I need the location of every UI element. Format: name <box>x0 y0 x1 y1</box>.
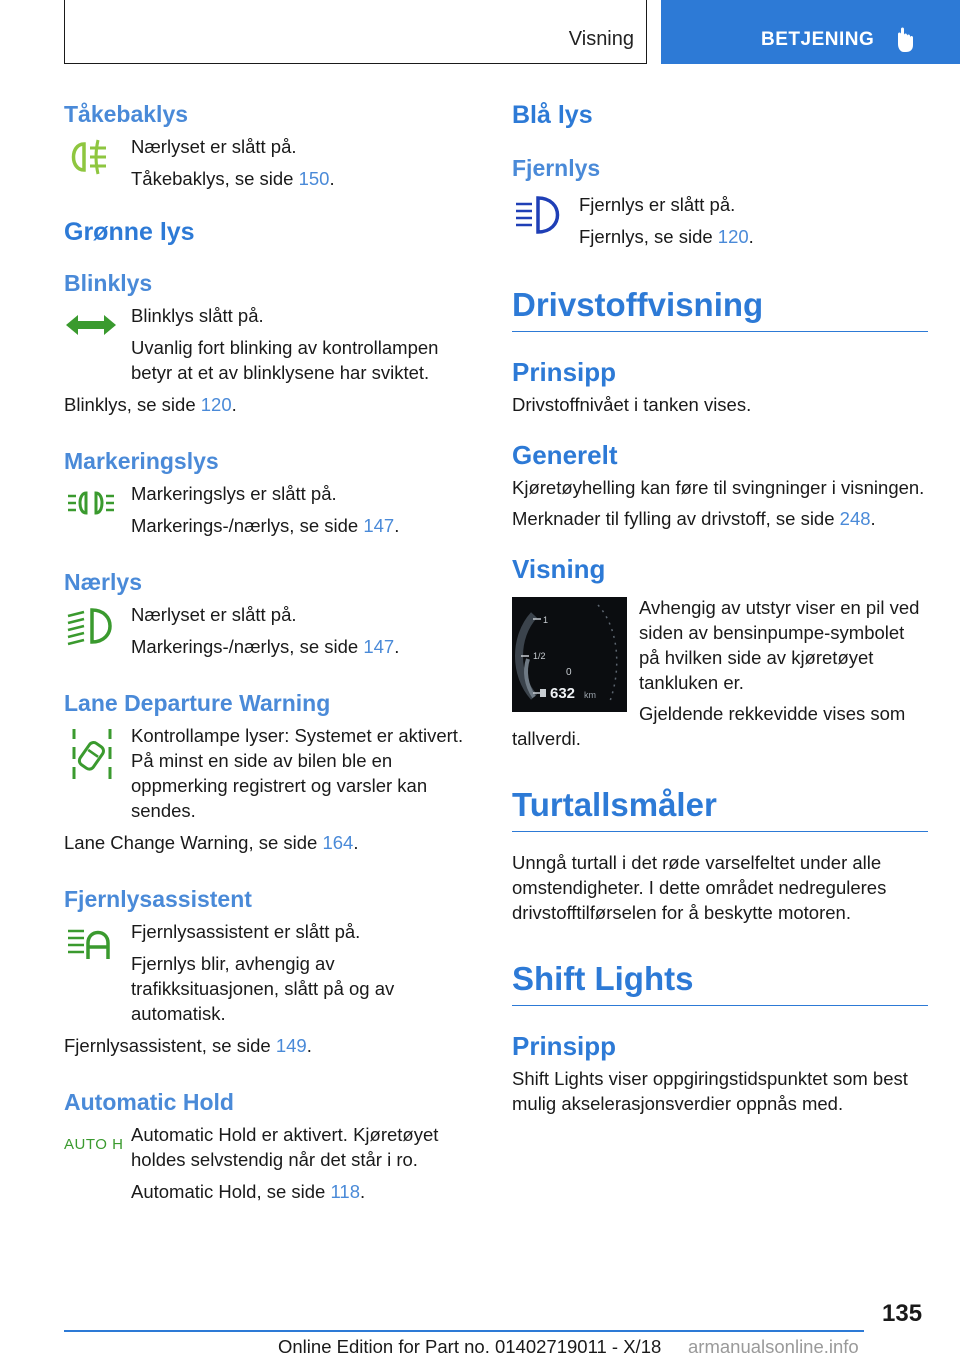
low-beam-text-1: Nærlyset er slått på. <box>131 604 297 625</box>
high-beam-assist-text-2: Fjernlys blir, avhengig av trafikksituasjonen, slått på og av automatisk. <box>131 953 395 1024</box>
high-beam-section <box>512 154 928 249</box>
high-beam-page-link[interactable]: 120 <box>717 226 749 247</box>
high-beam-icon <box>512 194 566 238</box>
automatic-hold-text-2: Automatic Hold, se side 118. <box>131 1181 366 1202</box>
high-beam-assist-title: Fjernlysassistent <box>64 886 252 912</box>
high-beam-text-1: Fjernlys er slått på. <box>579 194 736 215</box>
high-beam-assist-page-link[interactable]: 149 <box>275 1035 307 1056</box>
high-beam-text-2: Fjernlys, se side 120. <box>579 226 754 247</box>
lane-departure-section <box>64 689 484 855</box>
automatic-hold-text-1: Automatic Hold er aktivert. Kjøretøyet holdes selvstendig når det står i ro. <box>131 1124 439 1170</box>
turn-signal-ref: Blinklys, se side 120. <box>64 394 237 415</box>
edition-text: Online Edition for Part no. 01402719011 - X/18 <box>278 1336 662 1357</box>
high-beam-assist-icon <box>64 921 118 965</box>
page-number: 135 <box>882 1300 923 1327</box>
tachometer-text: Unngå turtall i det røde varselfeltet under alle omstendigheter. I dette området nedreguleres drivstofftilførselen for å beskytte motoren. <box>512 852 887 923</box>
fog-light-page-link[interactable]: 150 <box>298 168 330 189</box>
gauge-tick-empty: 0 <box>566 667 572 678</box>
footer-divider <box>64 1330 864 1332</box>
fuel-refuel-page-link[interactable]: 248 <box>839 508 871 529</box>
side-light-text-1: Markeringslys er slått på. <box>131 483 337 504</box>
turn-signal-text-1: Blinklys slått på. <box>131 305 264 326</box>
fog-light-text-2: Tåkebaklys, se side 150. <box>131 168 335 189</box>
header-section-box <box>64 0 647 64</box>
side-light-icon <box>64 483 118 523</box>
fuel-principle-text: Drivstoffnivået i tanken vises. <box>512 394 752 415</box>
side-light-page-link[interactable]: 147 <box>363 515 395 536</box>
turn-signal-section <box>64 269 484 417</box>
turn-signal-icon <box>64 305 118 345</box>
side-light-title: Markeringslys <box>64 448 219 474</box>
shift-lights-title: Shift Lights <box>512 959 928 1006</box>
rear-fog-light-icon <box>64 136 118 178</box>
header-chapter-tab[interactable] <box>661 0 960 64</box>
side-light-section <box>64 447 484 538</box>
turn-signal-title: Blinklys <box>64 270 153 296</box>
low-beam-section <box>64 568 484 659</box>
low-beam-text-2: Markerings-/nærlys, se side 147. <box>131 636 400 657</box>
header-chapter-label: BETJENING <box>761 29 875 50</box>
fog-light-title: Tåkebaklys <box>64 101 189 127</box>
gauge-tick-half: 1/2 <box>533 651 546 661</box>
high-beam-title: Fjernlys <box>512 155 601 181</box>
gauge-range-value: 632 <box>550 685 576 702</box>
fuel-general-title: Generelt <box>512 440 618 470</box>
lane-change-page-link[interactable]: 164 <box>322 832 354 853</box>
lane-departure-ref: Lane Change Warning, se side 164. <box>64 832 359 853</box>
fuel-display-text-2: Gjeldende rekkevidde vises som tallverdi. <box>512 703 906 749</box>
low-beam-page-link[interactable]: 147 <box>363 636 395 657</box>
blue-lights-title: Blå lys <box>512 101 593 129</box>
fuel-general-text-1: Kjøretøyhelling kan føre til svingninger i visningen. <box>512 477 925 498</box>
auto-hold-icon: AUTO H <box>64 1136 124 1153</box>
shift-lights-principle-text: Shift Lights viser oppgiringstidspunktet som best mulig akselerasjonsverdier oppnås med. <box>512 1068 908 1114</box>
watermark-text: armanualsonline.info <box>688 1336 859 1357</box>
lane-departure-text-1: Kontrollampe lyser: Systemet er aktivert. På minst en side av bilen ble en oppmerking registrert og varsler kan sendes. <box>131 725 464 821</box>
hand-pointer-icon <box>894 26 918 54</box>
gauge-tick-full: 1 <box>543 615 549 625</box>
turn-signal-text-2: Uvanlig fort blinking av kontrollampen betyr at et av blinklysene har sviktet. <box>131 337 439 383</box>
high-beam-assist-section <box>64 885 484 1058</box>
green-lights-title: Grønne lys <box>64 218 195 246</box>
low-beam-icon <box>64 604 118 648</box>
left-column <box>64 100 484 1211</box>
shift-lights-principle-title: Prinsipp <box>512 1031 617 1061</box>
automatic-hold-section <box>64 1088 484 1204</box>
high-beam-assist-text-1: Fjernlysassistent er slått på. <box>131 921 361 942</box>
fuel-principle-title: Prinsipp <box>512 357 617 387</box>
fuel-gauge-section <box>512 285 928 751</box>
fog-light-text-1: Nærlyset er slått på. <box>131 136 297 157</box>
shift-lights-section <box>512 959 928 1116</box>
lane-departure-icon <box>64 725 118 785</box>
right-column <box>512 100 928 1122</box>
lane-departure-title: Lane Departure Warning <box>64 690 331 716</box>
turn-signal-page-link[interactable]: 120 <box>200 394 232 415</box>
fog-light-section <box>64 100 484 191</box>
side-light-text-2: Markerings-/nærlys, se side 147. <box>131 515 400 536</box>
gauge-range-unit: km <box>584 690 596 700</box>
high-beam-assist-ref: Fjernlysassistent, se side 149. <box>64 1035 312 1056</box>
fuel-gauge-image <box>512 597 627 712</box>
automatic-hold-page-link[interactable]: 118 <box>330 1181 360 1202</box>
tachometer-section <box>512 785 928 925</box>
fuel-display-text-1: Avhengig av utstyr viser en pil ved siden av bensinpumpe-symbolet på hvilken side av kjøretøyet tankluken er. <box>639 597 920 693</box>
header-section-label: Visning <box>568 28 634 50</box>
fuel-gauge-title: Drivstoffvisning <box>512 285 928 332</box>
automatic-hold-title: Automatic Hold <box>64 1089 234 1115</box>
tachometer-title: Turtallsmåler <box>512 785 928 832</box>
fuel-display-title: Visning <box>512 554 606 584</box>
fuel-general-text-2: Merknader til fylling av drivstoff, se side 248. <box>512 508 876 529</box>
low-beam-title: Nærlys <box>64 569 142 595</box>
fuel-display-block <box>512 595 928 751</box>
